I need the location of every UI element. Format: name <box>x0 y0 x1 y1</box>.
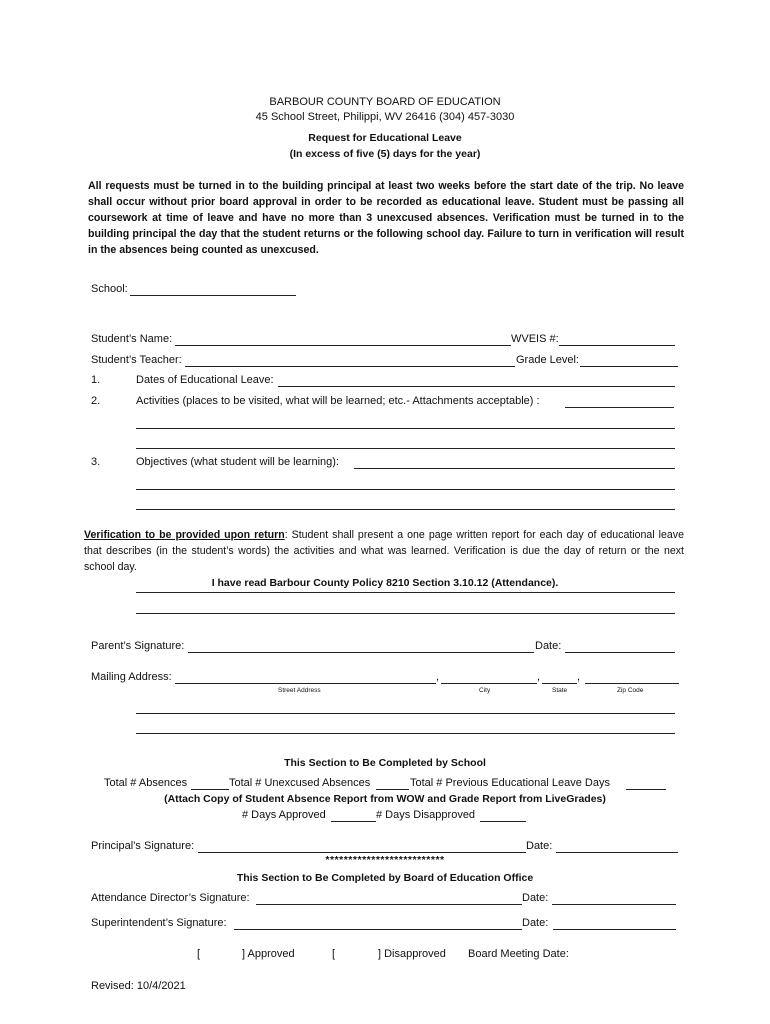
parent-date-label: Date: <box>535 640 562 652</box>
total-previous-label: Total # Previous Educational Leave Days <box>410 777 610 789</box>
state-field[interactable] <box>542 683 577 684</box>
attendance-date-label: Date: <box>522 892 549 904</box>
policy-acknowledgement: I have read Barbour County Policy 8210 Section 3.10.12 (Attendance). <box>211 577 559 589</box>
street-address-caption: Street Address <box>278 687 321 694</box>
item3-label: Objectives (what student will be learning): <box>136 456 339 468</box>
school-section-heading: This Section to Be Completed by School <box>284 757 486 769</box>
parent-signature-field[interactable] <box>188 652 534 653</box>
verification-heading: Verification to be provided upon return <box>84 529 285 541</box>
attach-instructions: (Attach Copy of Student Absence Report from WOW and Grade Report from LiveGrades) <box>164 793 606 805</box>
days-approved-field[interactable] <box>331 821 376 822</box>
state-caption: State <box>552 687 568 694</box>
student-teacher-label: Student’s Teacher: <box>91 354 182 366</box>
form-subtitle: (In excess of five (5) days for the year) <box>289 148 481 160</box>
objectives-field-line2[interactable] <box>136 489 675 490</box>
student-teacher-field[interactable] <box>185 366 515 367</box>
school-label: School: <box>91 283 128 295</box>
parent-signature-label: Parent’s Signature: <box>91 640 185 652</box>
street-address-field[interactable] <box>175 683 436 684</box>
superintendent-field[interactable] <box>234 929 522 930</box>
city-field[interactable] <box>441 683 537 684</box>
student-name-field[interactable] <box>175 345 511 346</box>
item2-number: 2. <box>91 395 101 407</box>
zip-caption: Zip Code <box>617 687 644 694</box>
activities-field-line3[interactable] <box>136 448 675 449</box>
objectives-field-line3[interactable] <box>136 509 675 510</box>
wveis-label: WVEIS #: <box>511 333 559 345</box>
total-previous-field[interactable] <box>626 789 666 790</box>
approved-checkbox-label[interactable]: ] Approved <box>242 948 295 960</box>
org-address: 45 School Street, Philippi, WV 26416 (304) 457-3030 <box>255 111 515 123</box>
superintendent-date-label: Date: <box>522 917 549 929</box>
parent-date-field[interactable] <box>565 652 675 653</box>
total-unexcused-label: Total # Unexcused Absences <box>229 777 371 789</box>
item1-label: Dates of Educational Leave: <box>136 374 274 386</box>
org-name: BARBOUR COUNTY BOARD OF EDUCATION <box>269 96 501 108</box>
revised-date: Revised: 10/4/2021 <box>91 980 186 992</box>
zip-field[interactable] <box>585 683 679 684</box>
stars-divider: ************************** <box>325 854 445 866</box>
days-disapproved-label: # Days Disapproved <box>376 809 476 821</box>
verification-text: : Student shall present a one page written report for each day of educational leave that describes (in the student’s words) the activities and what was learned. Verification is due the day of return or the next school day. <box>84 529 684 573</box>
address-line3[interactable] <box>136 733 675 734</box>
attendance-director-field[interactable] <box>256 904 522 905</box>
verification-paragraph <box>84 527 684 575</box>
board-meeting-date-label: Board Meeting Date: <box>468 948 569 960</box>
comma: , <box>537 671 541 683</box>
dates-of-leave-field[interactable] <box>278 386 675 387</box>
approved-bracket-open[interactable]: [ <box>197 948 201 960</box>
comma: , <box>577 671 581 683</box>
disapproved-checkbox-label[interactable]: ] Disapproved <box>378 948 446 960</box>
item2-label: Activities (places to be visited, what will be learned; etc.- Attachments acceptable) : <box>136 395 540 407</box>
intro-paragraph: All requests must be turned in to the building principal at least two weeks before the start date of the trip. No leave shall occur without prior board approval in order to be recorded as educational leave. Student must be passing all coursework at time of leave and have no more than 3 unexcused absences. Verification must be turned in to the building principal the day that the student returns or the following school day. Failure to turn in verification will result in the absences being counted as unexcused. <box>88 180 684 256</box>
principal-date-field[interactable] <box>556 852 678 853</box>
total-absences-field[interactable] <box>191 789 229 790</box>
attendance-date-field[interactable] <box>552 904 676 905</box>
wveis-field[interactable] <box>559 345 675 346</box>
address-line2[interactable] <box>136 713 675 714</box>
city-caption: City <box>479 687 491 694</box>
item3-number: 3. <box>91 456 101 468</box>
policy-line2 <box>136 613 675 614</box>
comma: , <box>436 671 440 683</box>
days-disapproved-field[interactable] <box>480 821 526 822</box>
item1-number: 1. <box>91 374 101 386</box>
policy-line1 <box>136 592 675 593</box>
school-field[interactable] <box>130 295 296 296</box>
total-absences-label: Total # Absences <box>104 777 188 789</box>
attendance-director-label: Attendance Director’s Signature: <box>91 892 250 904</box>
board-section-heading: This Section to Be Completed by Board of Education Office <box>236 872 534 884</box>
mailing-address-label: Mailing Address: <box>91 671 172 683</box>
activities-field-line2[interactable] <box>136 428 675 429</box>
superintendent-date-field[interactable] <box>553 929 676 930</box>
student-name-label: Student’s Name: <box>91 333 173 345</box>
activities-field-line1[interactable] <box>565 407 674 408</box>
grade-level-field[interactable] <box>580 366 678 367</box>
objectives-field-line1[interactable] <box>354 468 675 469</box>
superintendent-label: Superintendent’s Signature: <box>91 917 227 929</box>
disapproved-bracket-open[interactable]: [ <box>332 948 336 960</box>
form-title: Request for Educational Leave <box>308 132 462 144</box>
total-unexcused-field[interactable] <box>376 789 409 790</box>
days-approved-label: # Days Approved <box>242 809 326 821</box>
principal-date-label: Date: <box>526 840 553 852</box>
principal-signature-label: Principal’s Signature: <box>91 840 195 852</box>
principal-signature-field[interactable] <box>198 852 526 853</box>
grade-level-label: Grade Level: <box>516 354 579 366</box>
